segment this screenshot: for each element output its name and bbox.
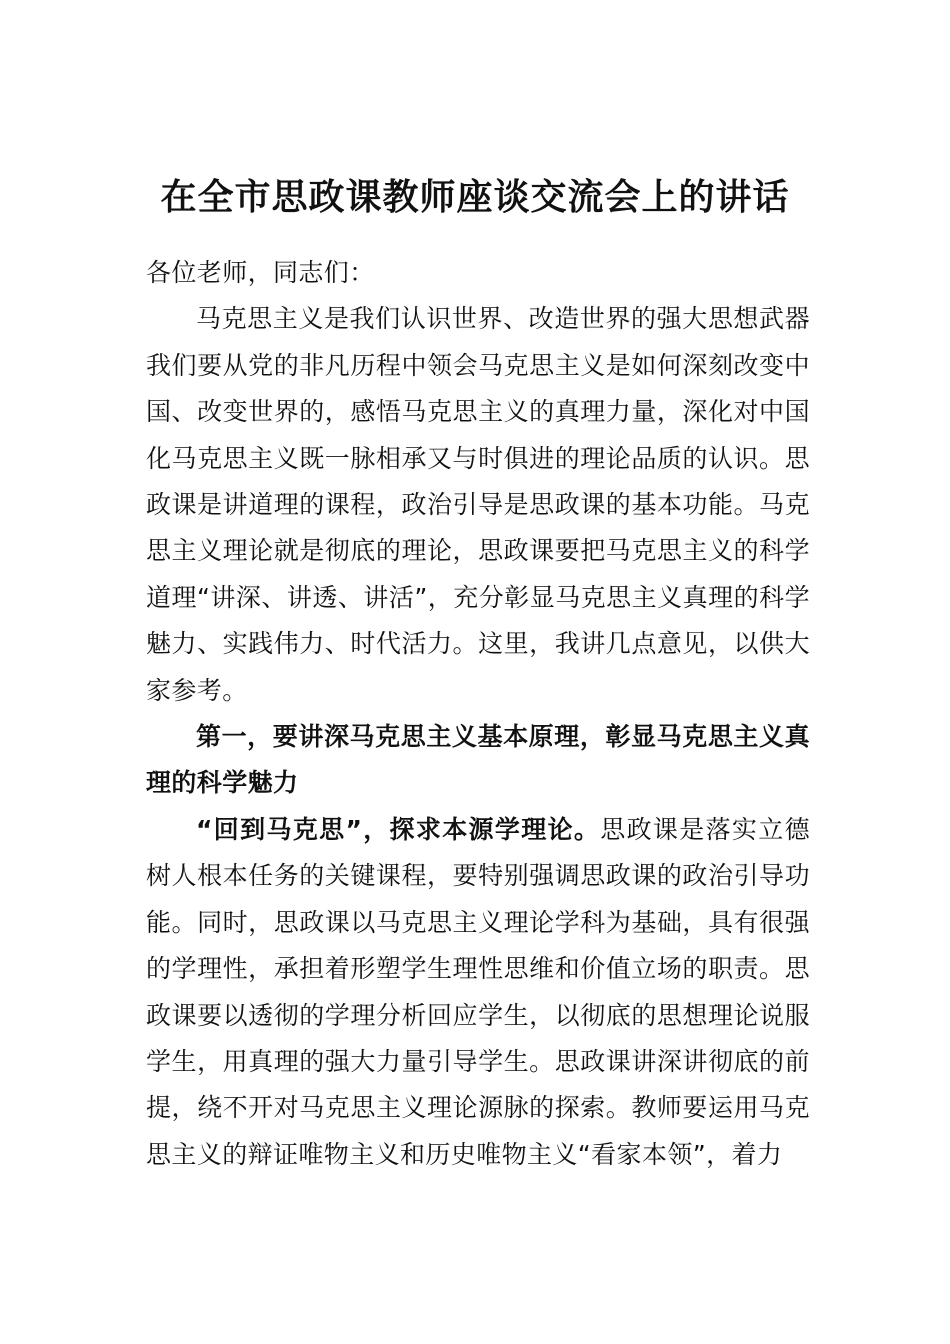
section-1-paragraph <box>146 807 810 1178</box>
salutation: 各位老师，同志们： <box>146 258 375 287</box>
section-heading-1: 第一，要讲深马克思主义基本原理，彰显马克思主义真理的科学魅力 <box>146 722 810 798</box>
document-body <box>146 250 810 1178</box>
section-1-text: 思政课是落实立德树人根本任务的关键课程，要特别强调思政课的政治引导功能。同时，思政课以马克思主义理论学科为基础，具有很强的学理性，承担着形塑学生理性思维和价值立场的职责。思政课要以透彻的学理分析回应学生，以彻底的思想理论说服学生，用真理的强大力量引导学生。思政课讲深讲彻底的前提，绕不开对马克思主义理论源脉的探索。教师要运用马克思主义的辩证唯物主义和历史唯物主义“看家本领”，着力 <box>146 814 811 1169</box>
document-title: 在全市思政课教师座谈交流会上的讲话 <box>160 176 790 218</box>
paragraph-intro: 马克思主义是我们认识世界、改造世界的强大思想武器我们要从党的非凡历程中领会马克思主义是如何深刻改变中国、改变世界的，感悟马克思主义的真理力量，深化对中国化马克思主义既一脉相承又与时俱进的理论品质的认识。思政课是讲道理的课程，政治引导是思政课的基本功能。马克思主义理论就是彻底的理论，思政课要把马克思主义的科学道理“讲深、讲透、讲活”，充分彰显马克思主义真理的科学魅力、实践伟力、时代活力。这里，我讲几点意见，以供大家参考。 <box>146 304 810 705</box>
section-1-lead: “回到马克思”，探求本源学理论。 <box>196 814 601 844</box>
